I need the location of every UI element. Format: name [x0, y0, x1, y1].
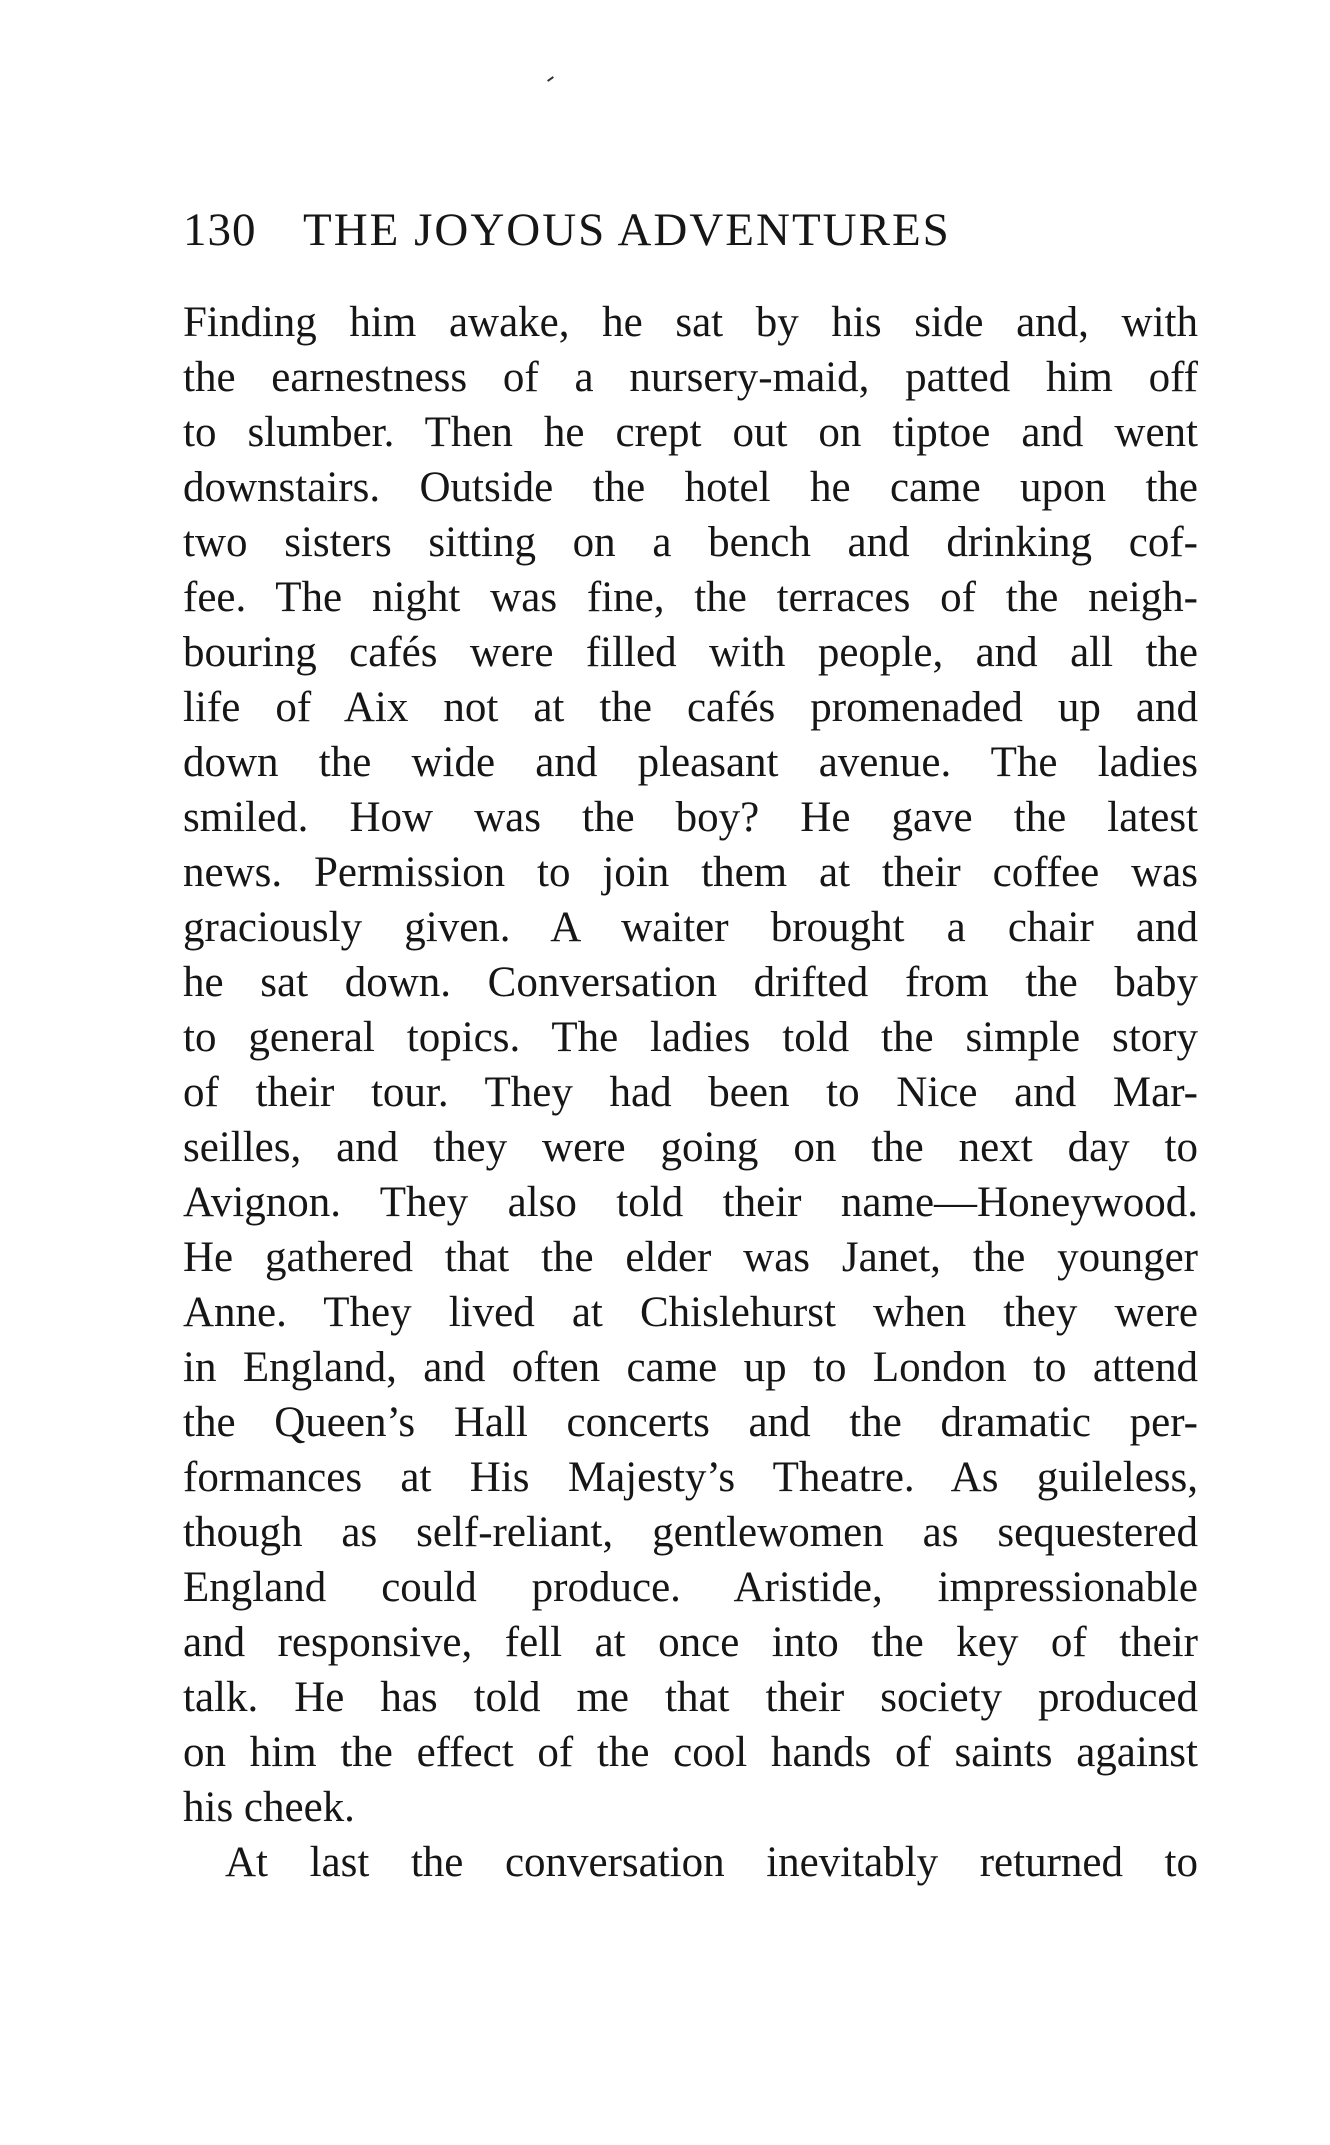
- body-text: [183, 295, 1198, 1890]
- text-line: Finding him awake, he sat by his side and, with: [183, 299, 1198, 346]
- text-line: downstairs. Outside the hotel he came upon the: [183, 464, 1198, 511]
- text-line: he sat down. Conversation drifted from the baby: [183, 959, 1198, 1006]
- text-line: down the wide and pleasant avenue. The ladies: [183, 739, 1198, 786]
- text-line: formances at His Majesty’s Theatre. As guileless,: [183, 1454, 1198, 1501]
- text-line: smiled. How was the boy? He gave the latest: [183, 794, 1198, 841]
- running-head: [183, 200, 1203, 260]
- text-line: fee. The night was fine, the terraces of the neigh-: [183, 574, 1198, 621]
- text-line: though as self-reliant, gentlewomen as sequestered: [183, 1509, 1198, 1556]
- page-number: 130: [183, 204, 257, 256]
- text-line: England could produce. Aristide, impressionable: [183, 1564, 1198, 1611]
- text-line: bouring cafés were filled with people, and all the: [183, 629, 1198, 676]
- text-line-paragraph-end: his cheek.: [183, 1784, 355, 1831]
- text-line: on him the effect of the cool hands of saints against: [183, 1729, 1198, 1776]
- text-line: Avignon. They also told their name—Honeywood.: [183, 1179, 1198, 1226]
- text-line: and responsive, fell at once into the key of their: [183, 1619, 1198, 1666]
- text-line: news. Permission to join them at their coffee was: [183, 849, 1198, 896]
- text-line: He gathered that the elder was Janet, the younger: [183, 1234, 1198, 1281]
- text-line: the earnestness of a nursery-maid, patted him off: [183, 354, 1198, 401]
- text-line: in England, and often came up to London to attend: [183, 1344, 1198, 1391]
- stray-ink-mark: [547, 76, 554, 82]
- text-line: the Queen’s Hall concerts and the dramatic per-: [183, 1399, 1198, 1446]
- text-line: two sisters sitting on a bench and drinking cof-: [183, 519, 1198, 566]
- text-line: Anne. They lived at Chislehurst when they were: [183, 1289, 1198, 1336]
- text-line: graciously given. A waiter brought a chair and: [183, 904, 1198, 951]
- text-line: to slumber. Then he crept out on tiptoe and went: [183, 409, 1198, 456]
- text-line-paragraph-start: At last the conversation inevitably returned to: [225, 1839, 1198, 1886]
- text-line: seilles, and they were going on the next day to: [183, 1124, 1198, 1171]
- text-line: of their tour. They had been to Nice and Mar-: [183, 1069, 1198, 1116]
- book-title: THE JOYOUS ADVENTURES: [303, 204, 951, 256]
- text-line: to general topics. The ladies told the simple story: [183, 1014, 1198, 1061]
- text-line: life of Aix not at the cafés promenaded up and: [183, 684, 1198, 731]
- text-line: talk. He has told me that their society produced: [183, 1674, 1198, 1721]
